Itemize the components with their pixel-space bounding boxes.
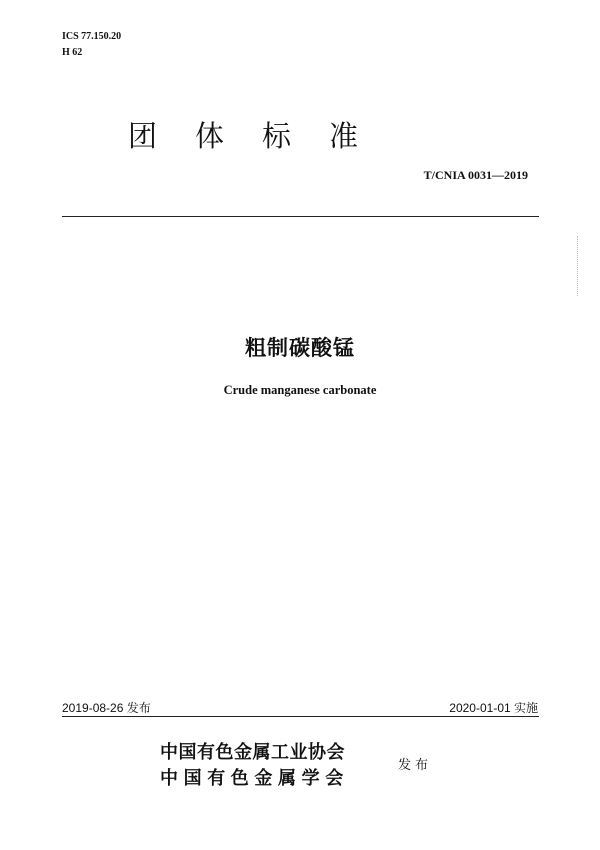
title-english: Crude manganese carbonate — [223, 383, 377, 397]
issue-date: 2019-08-26 发布 — [62, 701, 151, 715]
header-divider — [62, 216, 539, 217]
implementation-date: 2020-01-01 实施 — [449, 701, 538, 715]
publish-label: 发布 — [398, 758, 433, 773]
ccs-code: H 62 — [62, 47, 83, 58]
standard-type-heading: 团体标准 — [128, 119, 397, 153]
publisher-org-2: 中国有色金属学会 — [160, 768, 349, 789]
standard-number: T/CNIA 0031—2019 — [423, 168, 528, 182]
footer-divider — [62, 716, 539, 717]
publisher-org-1: 中国有色金属工业协会 — [160, 742, 345, 763]
ics-code: ICS 77.150.20 — [62, 31, 122, 42]
scan-edge-mark — [577, 236, 578, 296]
title-chinese: 粗制碳酸锰 — [245, 336, 355, 360]
